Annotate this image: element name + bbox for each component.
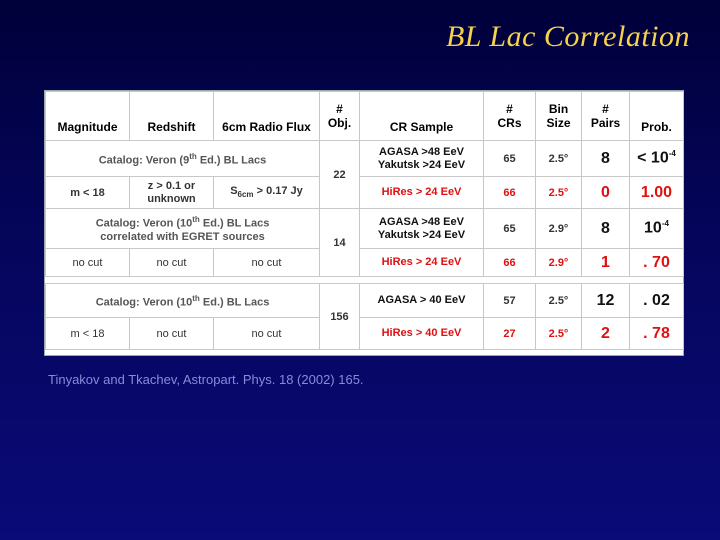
cr-count: 57 bbox=[484, 284, 536, 318]
catalog-label: Catalog: Veron (9th Ed.) BL Lacs bbox=[46, 141, 320, 177]
table-row bbox=[46, 249, 684, 277]
object-count: 156 bbox=[320, 284, 360, 350]
redshift-cut: no cut bbox=[130, 318, 214, 350]
pair-count: 8 bbox=[582, 209, 630, 249]
cr-count: 66 bbox=[484, 177, 536, 209]
pair-count: 2 bbox=[582, 318, 630, 350]
bin-size: 2.5° bbox=[536, 318, 582, 350]
pair-count: 0 bbox=[582, 177, 630, 209]
table-row bbox=[46, 284, 684, 318]
table-row bbox=[46, 177, 684, 209]
cr-sample: AGASA >48 EeV Yakutsk >24 EeV bbox=[360, 141, 484, 177]
cr-count: 27 bbox=[484, 318, 536, 350]
probability: . 70 bbox=[630, 249, 684, 277]
header-row bbox=[46, 92, 684, 141]
cr-sample: HiRes > 24 EeV bbox=[360, 177, 484, 209]
catalog-label: Catalog: Veron (10th Ed.) BL Lacs bbox=[46, 284, 320, 318]
table-row bbox=[46, 318, 684, 350]
correlation-table-grid bbox=[45, 91, 684, 350]
header-objects: # Obj. bbox=[320, 92, 360, 141]
header-pairs: # Pairs bbox=[582, 92, 630, 141]
bin-size: 2.5° bbox=[536, 141, 582, 177]
cr-sample: HiRes > 24 EeV bbox=[360, 249, 484, 277]
correlation-table bbox=[44, 90, 684, 356]
magnitude-cut: m < 18 bbox=[46, 318, 130, 350]
slide-title: BL Lac Correlation bbox=[445, 20, 690, 53]
cr-count: 65 bbox=[484, 209, 536, 249]
pair-count: 8 bbox=[582, 141, 630, 177]
probability: 1.00 bbox=[630, 177, 684, 209]
header-crs: # CRs bbox=[484, 92, 536, 141]
object-count: 14 bbox=[320, 209, 360, 277]
probability: . 78 bbox=[630, 318, 684, 350]
flux-cut: no cut bbox=[214, 249, 320, 277]
citation: Tinyakov and Tkachev, Astropart. Phys. 18 (2002) 165. bbox=[48, 372, 364, 387]
redshift-cut: z > 0.1 or unknown bbox=[130, 177, 214, 209]
bin-size: 2.5° bbox=[536, 177, 582, 209]
bin-size: 2.9° bbox=[536, 209, 582, 249]
group-spacer bbox=[46, 277, 684, 284]
cr-sample: AGASA >48 EeV Yakutsk >24 EeV bbox=[360, 209, 484, 249]
cr-sample: AGASA > 40 EeV bbox=[360, 284, 484, 318]
header-radio-flux: 6cm Radio Flux bbox=[214, 92, 320, 141]
header-probability: Prob. bbox=[630, 92, 684, 141]
probability: < $10^{-4}$ bbox=[630, 141, 684, 177]
flux-cut: no cut bbox=[214, 318, 320, 350]
bin-size: 2.9° bbox=[536, 249, 582, 277]
header-bin-size: Bin Size bbox=[536, 92, 582, 141]
table-row bbox=[46, 141, 684, 177]
spacer-cell bbox=[46, 277, 684, 284]
cr-count: 66 bbox=[484, 249, 536, 277]
table-row bbox=[46, 209, 684, 249]
probability: $10^{-4}$ bbox=[630, 209, 684, 249]
cr-count: 65 bbox=[484, 141, 536, 177]
bin-size: 2.5° bbox=[536, 284, 582, 318]
header-redshift: Redshift bbox=[130, 92, 214, 141]
header-cr-sample: CR Sample bbox=[360, 92, 484, 141]
pair-count: 12 bbox=[582, 284, 630, 318]
catalog-label: Catalog: Veron (10th Ed.) BL Lacs correlated with EGRET sources bbox=[46, 209, 320, 249]
pair-count: 1 bbox=[582, 249, 630, 277]
cr-sample: HiRes > 40 EeV bbox=[360, 318, 484, 350]
flux-cut: $S_{6cm} > 0.17$ Jy bbox=[214, 177, 320, 209]
magnitude-cut: m < 18 bbox=[46, 177, 130, 209]
magnitude-cut: no cut bbox=[46, 249, 130, 277]
header-magnitude: Magnitude bbox=[46, 92, 130, 141]
redshift-cut: no cut bbox=[130, 249, 214, 277]
object-count: 22 bbox=[320, 141, 360, 209]
probability: . 02 bbox=[630, 284, 684, 318]
